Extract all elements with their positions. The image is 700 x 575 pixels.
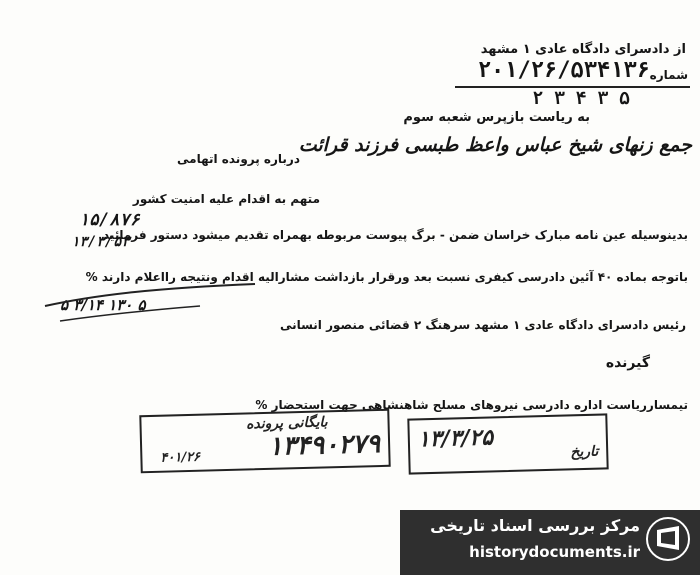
court-line: از دادسرای دادگاه عادی ۱ مشهد <box>480 42 686 57</box>
charge-line: متهم به اقدام علیه امنیت کشور <box>132 192 320 206</box>
recipients-label: گیرنده <box>605 355 650 371</box>
subject-name: جمع زنهای شیخ عباس واعظ طبسی فرزند قرائت <box>298 134 692 156</box>
date-stamp-value: ۱۳/۳/۲۵ <box>417 424 494 453</box>
paragraph-1: بدینوسیله عین نامه مبارک خراسان ضمن - برگ پیوست مربوطه بهمراه تقدیم میشود دستور فرمائید <box>103 228 688 242</box>
recipient-1: تیمسارریاست اداره دادرسی نیروهای مسلح شاهنشاهی جهت استحضار % <box>255 398 688 412</box>
letter-reference-sub: ۱۳/۳/۵۳ <box>70 234 130 250</box>
archive-logo-icon <box>645 516 691 562</box>
letter-reference: ۱۵/۸۷۶ <box>78 210 140 230</box>
document-number: ۲۰۱/۲۶/۵۳۴۱۳۶ <box>477 58 650 83</box>
addressee: به ریاست بازپرس شعبه سوم <box>403 110 590 125</box>
date-stamp-label: تاریخ <box>570 443 599 461</box>
signature-line: رئیس دادسرای دادگاه عادی ۱ مشهد سرهنگ ۲ قضائی منصور انسانی <box>279 318 686 332</box>
date-stamp <box>407 413 608 474</box>
number-label: شماره <box>649 68 688 82</box>
watermark-org-name: مرکز بررسی اسناد تاریخی <box>430 516 640 535</box>
subject-prefix: درباره پرونده اتهامی <box>177 152 300 166</box>
archive-stamp-title: بایگانی پرونده <box>245 414 328 433</box>
watermark-website[interactable]: historydocuments.ir <box>469 543 640 561</box>
margin-note: ۵ ۳/۱۴ ۱۳۰ ۵ <box>60 296 146 314</box>
paragraph-2: باتوجه بماده ۴۰ آئین دادرسی کیفری نسبت بعد ورقرار بازداشت مشارالیه اقدام ونتیجه رااعلام دارند % <box>85 270 688 284</box>
archive-stamp-number: ۱۳۴۹۰۲۷۹ <box>268 428 381 462</box>
document-sub-number: ۵ ۳ ۴ ۳ ۲ <box>532 88 630 109</box>
archive-stamp <box>139 409 390 474</box>
archive-stamp-extra: ۴۰۱/۲۶ <box>160 449 201 466</box>
